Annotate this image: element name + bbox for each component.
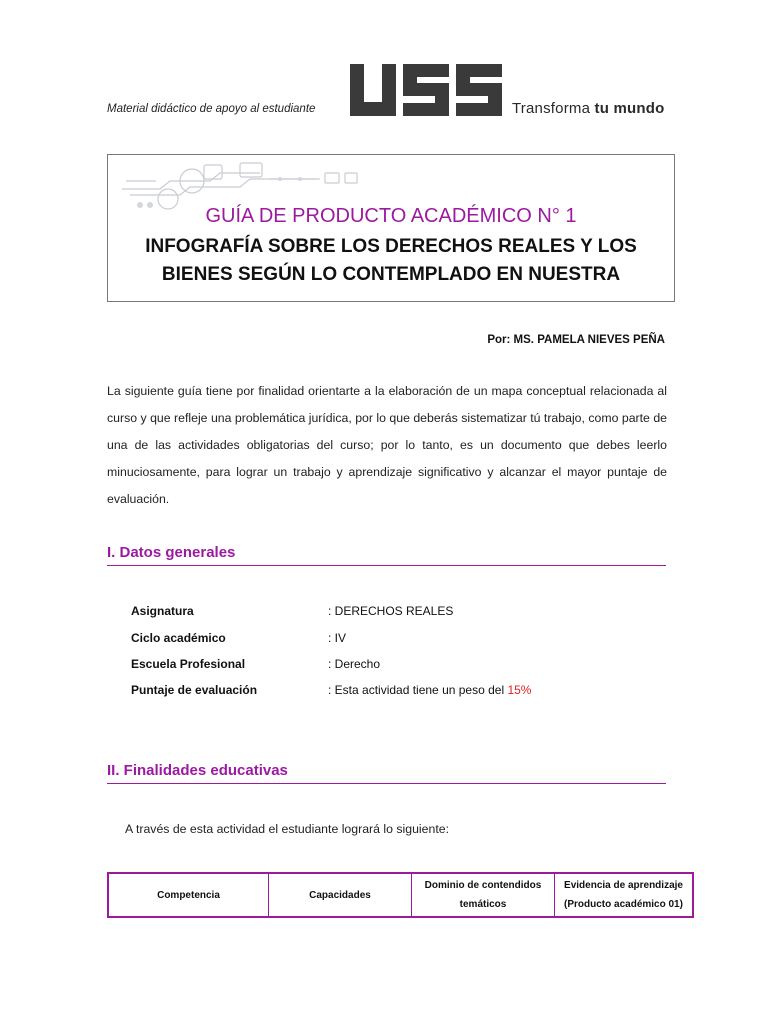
guide-subtitle: INFOGRAFÍA SOBRE LOS DERECHOS REALES Y LOS BIENES SEGÚN LO CONTEMPLADO EN NUESTRA	[145, 236, 637, 285]
value-escuela: : Derecho	[328, 657, 381, 671]
section-title-datos-generales: I. Datos generales	[107, 544, 236, 561]
table-header-cell: Evidencia de aprendizaje (Producto académico 01)	[555, 873, 694, 917]
table-header-row	[108, 873, 693, 917]
value-asignatura: : DERECHOS REALES	[328, 604, 454, 618]
section-title-finalidades: II. Finalidades educativas	[107, 762, 288, 779]
uss-logo	[350, 64, 502, 116]
label-ciclo: Ciclo académico	[131, 631, 226, 645]
document-tagline: Material didáctico de apoyo al estudiante	[107, 103, 316, 115]
section-divider	[107, 565, 666, 566]
title-box	[107, 154, 675, 302]
label-puntaje: Puntaje de evaluación	[131, 683, 258, 697]
section-lead-text: A través de esta actividad el estudiante logrará lo siguiente:	[125, 822, 450, 836]
label-asignatura: Asignatura	[131, 604, 194, 618]
value-puntaje: : Esta actividad tiene un peso del 15%	[328, 683, 532, 697]
table-header-cell: Competencia	[108, 873, 269, 917]
intro-paragraph: La siguiente guía tiene por finalidad orientarte a la elaboración de un mapa conceptual relacionada al curso y que refleje una problemática jurídica, por lo que deberás sistematizar tú trabajo, como parte de una de las actividades obligatorias del curso; por lo tanto, es un documento que debes leerlo minuciosamente, para lograr un trabajo y aprendizaje significativo y alcanzar el mayor puntaje de evaluación.	[107, 384, 667, 506]
weight-highlight: 15%	[507, 683, 532, 697]
section-divider	[107, 783, 666, 784]
guide-title: GUÍA DE PRODUCTO ACADÉMICO N° 1	[205, 205, 577, 227]
value-ciclo: : IV	[328, 631, 347, 645]
label-escuela: Escuela Profesional	[131, 657, 246, 671]
table-header-cell: Dominio de contendidos temáticos	[412, 873, 555, 917]
logo-slogan: Transforma tu mundo	[512, 100, 665, 117]
tech-decoration-icon	[120, 159, 360, 211]
competencies-table	[107, 872, 694, 918]
table-header-cell: Capacidades	[269, 873, 412, 917]
author-line: Por: MS. PAMELA NIEVES PEÑA	[487, 334, 665, 346]
